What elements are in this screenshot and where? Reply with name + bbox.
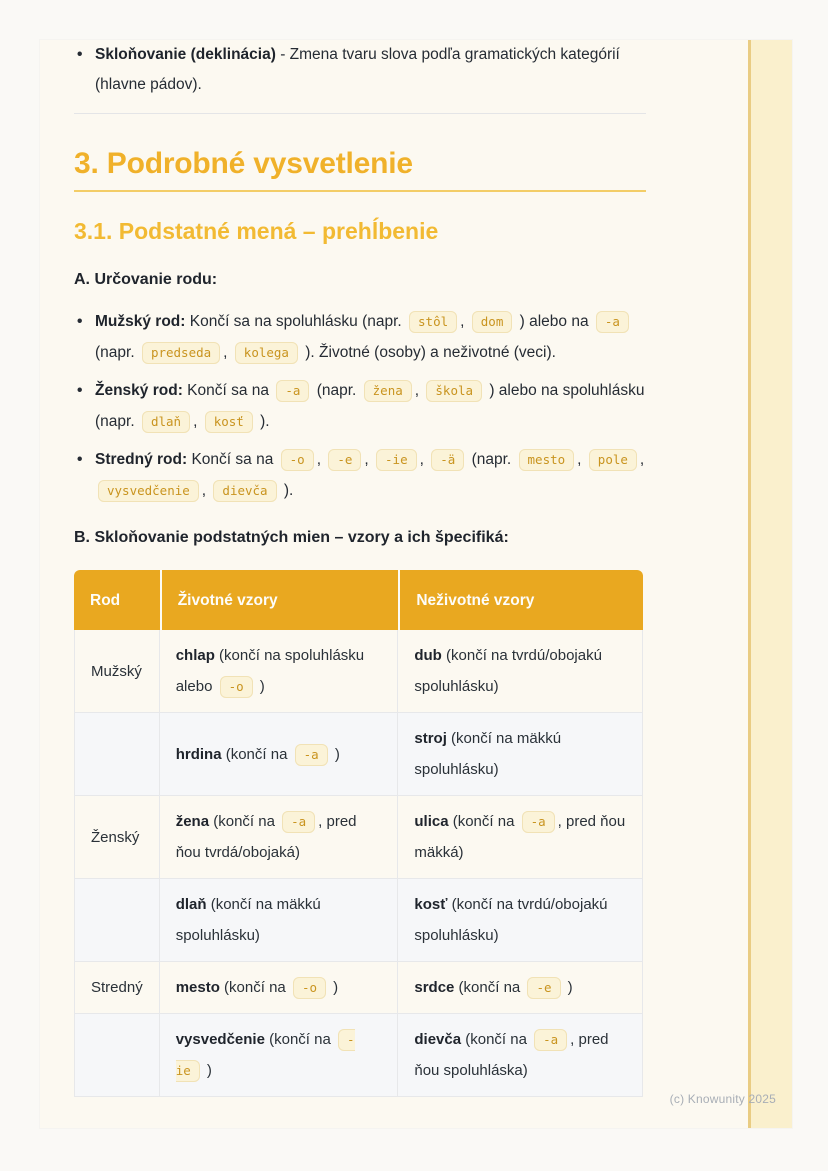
cell-nezivotne [398,630,643,713]
table-row [74,796,643,879]
code-chip: -e [328,449,361,471]
code-chip: žena [364,380,412,402]
text-run: ) [202,1062,212,1079]
code-chip: kolega [235,342,298,364]
code-chip: -a [522,811,555,833]
text-run: (končí na [264,1031,335,1048]
text-run: (napr. [467,451,516,468]
text-run: (končí na spoluhlásku alebo [175,647,365,695]
code-chip: -o [220,676,253,698]
bold-term: chlap [175,647,215,664]
code-chip: dom [472,311,513,333]
text-run: (končí na tvrdú/obojakú spoluhlásku) [414,647,602,695]
intro-bullet-list [74,40,646,100]
code-chip: dievča [213,480,276,502]
text-run: , [639,451,645,468]
table-header-nezivotne: Neživotné vzory [398,570,643,630]
bold-term: ulica [414,813,449,830]
table-row [74,630,643,713]
document-page [40,40,792,1128]
bold-term: srdce [414,979,455,996]
bold-term: Stredný rod: [95,451,188,468]
text-run: , pred ňou spoluhláska) [414,1031,609,1079]
bold-term: Skloňovanie (deklinácia) [95,46,276,63]
code-chip: -ie [176,1029,355,1082]
declension-patterns-table [74,570,643,1097]
label-determining-gender: A. Určovanie rodu: [74,271,218,288]
code-chip: -o [293,977,326,999]
text-run: (napr. [95,344,139,361]
text-run: , [316,451,326,468]
text-run: ). Životné (osoby) a neživotné (veci). [300,344,556,361]
text-run: , [460,313,469,330]
text-run: (končí na [448,813,519,830]
section-heading-underline [74,190,646,192]
text-run: , [419,451,429,468]
code-chip: škola [426,380,482,402]
cell-nezivotne [398,879,643,962]
code-chip: -e [527,977,560,999]
text-run: (končí na [454,979,525,996]
cell-zivotne [160,796,399,879]
code-chip: stôl [409,311,457,333]
text-run: , pred ňou tvrdá/obojaká) [175,813,357,861]
cell-nezivotne [398,796,643,879]
text-run: - Zmena tvaru slova podľa gramatických kategórií (hlavne pádov). [95,46,620,93]
cell-zivotne [160,879,399,962]
code-chip: -a [534,1029,567,1051]
code-chip: pole [589,449,637,471]
bullet-neuter [74,444,646,506]
code-chip: -o [281,449,314,471]
cell-zivotne [160,1014,399,1097]
text-run: ) alebo na [515,313,593,330]
code-chip: kosť [205,411,253,433]
code-chip: vysvedčenie [98,480,199,502]
text-run: ) [563,979,573,996]
bold-term: žena [175,813,210,830]
text-run: (končí na [221,745,292,763]
document-content [74,40,646,1097]
cell-rod: Stredný [74,962,160,1014]
bold-term: dub [414,647,442,664]
bold-term: Mužský rod: [95,313,186,330]
code-chip: predseda [142,342,220,364]
text-run: Končí sa na spoluhlásku (napr. [185,313,407,330]
bold-term: kosť [414,896,448,913]
page-edge-accent [748,40,792,1128]
gender-bullet-list [74,306,646,506]
text-run: , [201,482,211,499]
label-declension-patterns: B. Skloňovanie podstatných mien – vzory a ich špecifiká: [74,529,509,546]
code-chip: dlaň [142,411,190,433]
text-run: , [364,451,374,468]
copyright-footer: (c) Knowunity 2025 [669,1092,776,1106]
text-run: , [577,451,586,468]
table-body [74,630,643,1097]
table-header-rod: Rod [74,570,160,630]
intro-bullet-item [74,40,646,100]
table-row [74,713,643,796]
cell-rod [74,879,160,962]
text-run: , [414,382,424,399]
table-row [74,962,643,1014]
text-run: ). [279,482,294,499]
cell-nezivotne [398,713,643,796]
text-run: ) [329,979,339,996]
table-header [74,570,643,630]
text-run: (končí na [219,979,290,996]
bullet-masculine [74,306,646,368]
cell-rod [74,1014,160,1097]
text-run: , [223,344,232,361]
table-row [74,1014,643,1097]
text-run: ) [330,745,340,763]
subsection-heading: 3.1. Podstatné mená – prehĺbenie [74,218,439,244]
bold-term: vysvedčenie [175,1031,265,1048]
bold-term: hrdina [175,745,222,763]
bold-term: dievča [414,1031,462,1048]
cell-rod: Mužský [74,630,160,713]
code-chip: mesto [519,449,575,471]
code-chip: -ä [431,449,464,471]
cell-nezivotne [398,1014,643,1097]
text-run: Končí sa na [187,451,278,468]
bold-term: dlaň [175,896,207,913]
text-run: Končí sa na [182,382,274,399]
cell-nezivotne [398,962,643,1014]
text-run: (končí na mäkkú spoluhlásku) [175,896,321,944]
code-chip: -a [276,380,309,402]
table-header-zivotne: Životné vzory [160,570,399,630]
text-run: , pred ňou mäkká) [414,813,626,861]
text-run: (končí na tvrdú/obojakú spoluhlásku) [414,896,608,944]
text-run: (napr. [312,382,361,399]
cell-rod: Ženský [74,796,160,879]
text-run: ) alebo na spoluhlásku (napr. [95,382,645,430]
cell-rod [74,713,160,796]
code-chip: -a [282,811,315,833]
text-run: (končí na [461,1031,532,1048]
bold-term: Ženský rod: [95,382,183,399]
code-chip: -a [295,744,328,766]
text-run: , [193,413,202,430]
text-run: ) [255,678,265,695]
code-chip: -ie [376,449,417,471]
bullet-feminine [74,375,646,437]
code-chip: -a [596,311,629,333]
section-divider [74,113,646,114]
text-run: ). [255,413,270,430]
section-heading: 3. Podrobné vysvetlenie [74,147,413,180]
cell-zivotne [160,630,399,713]
bold-term: mesto [175,979,220,996]
table-row [74,879,643,962]
text-run: (končí na mäkkú spoluhlásku) [414,730,562,778]
text-run: (končí na [209,813,280,830]
bold-term: stroj [414,730,447,747]
cell-zivotne [160,713,399,796]
cell-zivotne [160,962,399,1014]
